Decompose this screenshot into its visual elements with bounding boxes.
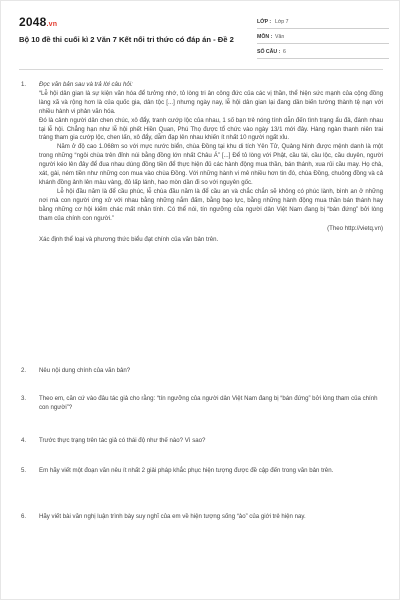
site-logo[interactable] — [19, 15, 57, 29]
question-intro: Đọc văn bản sau và trả lời câu hỏi: — [39, 81, 133, 88]
question-text: Hãy viết bài văn nghị luận trình bày suy nghĩ của em về hiện tượng sống “ảo” của giới trẻ hiện nay. — [39, 513, 306, 520]
question-task: Xác định thể loại và phương thức biểu đạt chính của văn bản trên. — [39, 236, 219, 244]
logo-suffix: .vn — [46, 21, 58, 28]
meta-label: SỐ CÂU : — [257, 49, 281, 55]
question-number: 1. — [21, 81, 27, 88]
question-number: 6. — [21, 513, 27, 520]
passage-paragraph: “Lễ hội dân gian là sự kiện văn hóa để tưởng nhớ, tỏ lòng tri ân công đức của các vị thần, thể hiện sức mạnh của cộng đồng làng xã và rộng hơn là của quốc gia, dân tộc [...] nhưng ngày nay, lễ hội dân gian lại đang dần biến tướng thành tệ nạn với nhiều hành vi phản văn hóa. — [39, 89, 383, 115]
passage-source: (Theo http://vietq.vn) — [327, 224, 383, 232]
exam-title: Bộ 10 đề thi cuối kì 2 Văn 7 Kết nối tri thức có đáp án - Đề 2 — [19, 35, 234, 44]
header — [19, 13, 389, 59]
question-text: Em hãy viết một đoạn văn nêu ít nhất 2 giải pháp khắc phục hiện tượng được đề cập đến trong văn bản trên. — [39, 467, 334, 474]
question-number: 3. — [21, 395, 27, 402]
header-divider — [19, 69, 383, 70]
question-number: 2. — [21, 367, 27, 374]
meta-value: Lớp 7 — [275, 19, 289, 25]
meta-value: Văn — [275, 34, 285, 40]
question-number: 4. — [21, 437, 27, 444]
passage-paragraph: Đó là cảnh người dân chen chúc, xô đẩy, tranh cướp lộc của nhau, 1 số bạn trẻ nóng tính dẫn đến tình trạng ẩu đả, đánh nhau tại lễ hội. Chẳng hạn như lễ hội phết Hiền Quan, Phú Thọ được tổ chức vào ngày 13/1 mới đây. Hàng ngàn thanh niên trai tráng tham gia cướp lộc, chen lấn, xô đẩy, dẫm đạp lên nhau khiến ít nhất 10 người ngất xỉu. — [39, 116, 383, 142]
meta-row-count — [257, 47, 389, 59]
passage-paragraph: Lễ hội đầu năm là để cầu phúc, lễ chùa đầu năm là để cầu an và chắc chắn sẽ không có phúc lành, bình an ở những nơi mà con người ứng xử với nhau bằng những nắm đấm, bằng bạo lực, bằng những hành động mua thần bán thánh hay bằng những cơ hội kiếm chác mất nhân tính. Có thể nói, tín ngưỡng của người dân Việt Nam đang bị “bán đứng” bởi lòng tham của chính con người.” — [39, 187, 383, 222]
passage-paragraph: Năm ở độ cao 1.068m so với mực nước biển, chùa Đồng tại khu di tích Yên Tử, Quảng Ninh được mệnh danh là một trong những “ngôi chùa trên đỉnh núi bằng đồng lớn nhất Châu Á” [...] Để tỏ lòng với Phật, cầu tài, cầu lộc, cầu duyên, người người kéo lên đây để đua nhau dúng đồng tiền để thực hiện đủ các hành động mua thần, bán thánh, xua rủi cầu may. Họ chà, xát, gài, ném tiền như những con mua vào chùa Đồng. Với những hành vi mê nhiều hơn tin đó, chùa Đồng, chuông đồng và cả khánh đồng ảnh lên màu vàng, đỏ lấp lánh, hao mòn dần đi so với nguyên gốc. — [39, 143, 383, 186]
question-text: Theo em, căn cứ vào đâu tác giả cho rằng: “tín ngưỡng của người dân Việt Nam đang bị “bán đứng” bởi lòng tham của chính con người”? — [39, 395, 378, 411]
meta-row-subject — [257, 32, 389, 44]
question-number: 5. — [21, 467, 27, 474]
meta-row-class — [257, 17, 389, 29]
logo-number: 2048 — [19, 15, 47, 29]
exam-meta — [257, 17, 389, 62]
meta-label: MÔN : — [257, 34, 273, 40]
question-body — [39, 81, 383, 245]
question-text: Nêu nội dung chính của văn bản? — [39, 367, 131, 374]
question-text: Trước thực trạng trên tác giả có thái độ như thế nào? Vì sao? — [39, 437, 206, 444]
meta-value: 6 — [283, 49, 286, 55]
meta-label: LỚP : — [257, 19, 272, 25]
